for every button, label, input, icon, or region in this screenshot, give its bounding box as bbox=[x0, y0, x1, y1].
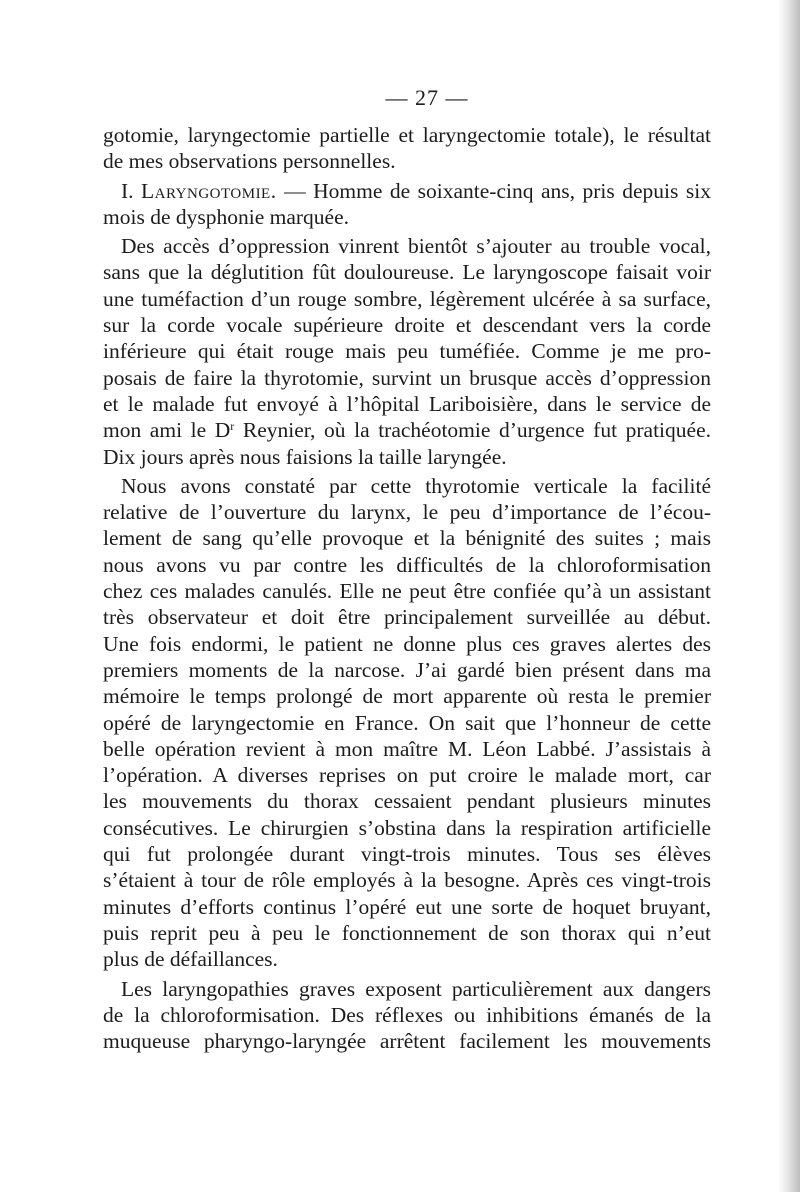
paragraph-4 bbox=[103, 473, 711, 973]
text-line: chez ces malades canulés. Elle ne peut être confiée qu’à un assistant bbox=[103, 579, 711, 604]
text-line: sur la corde vocale supérieure droite et descendant vers la corde bbox=[103, 313, 711, 338]
text-line: lement de sang qu’elle provoque et la bénignité des suites ; mais bbox=[103, 526, 711, 551]
paragraph-1 bbox=[103, 122, 711, 175]
text-line: Les laryngopathies graves exposent particulièrement aux dangers bbox=[121, 976, 711, 1001]
text-line: Nous avons constaté par cette thyrotomie verticale la facilité bbox=[121, 473, 711, 498]
text-line: posais de faire la thyrotomie, survint un brusque accès d’oppression bbox=[103, 365, 711, 390]
text-line: très observateur et doit être principalement surveillée au début. bbox=[103, 605, 711, 630]
text-line: minutes d’efforts continus l’opéré eut une sorte de hoquet bruyant, bbox=[103, 894, 711, 919]
text-line: muqueuse pharyngo-laryngée arrêtent facilement les mouvements bbox=[103, 1029, 711, 1054]
text-line: Dix jours après nous faisions la taille laryngée. bbox=[103, 444, 507, 469]
text-line: premiers moments de la narcose. J’ai gardé bien présent dans ma bbox=[103, 657, 711, 682]
text-line: consécutives. Le chirurgien s’obstina dans la respiration artificielle bbox=[103, 815, 711, 840]
text-line: de la chloroformisation. Des réflexes ou inhibitions émanés de la bbox=[103, 1002, 711, 1027]
text-line: de mes observations personnelles. bbox=[103, 149, 396, 174]
section-heading: Laryngotomie. bbox=[141, 178, 277, 203]
text-line-heading bbox=[103, 178, 711, 204]
text-line: opéré de laryngectomie en France. On sait que l’honneur de cette bbox=[103, 710, 711, 735]
text-line: qui fut prolongée durant vingt-trois minutes. Tous ses élèves bbox=[103, 842, 711, 867]
text-line: nous avons vu par contre les difficultés de la chloroformisation bbox=[103, 552, 711, 577]
paragraph-5 bbox=[103, 976, 711, 1055]
text-fragment: mon ami le D bbox=[103, 418, 231, 443]
book-page bbox=[103, 82, 711, 1057]
text-line: Des accès d’oppression vinrent bientôt s’ajouter au trouble vocal, bbox=[121, 234, 711, 259]
text-fragment: Reynier, où la trachéotomie d’urgence fut pratiquée. bbox=[234, 418, 711, 443]
text-line: l’opération. A diverses reprises on put croire le malade mort, car bbox=[103, 763, 711, 788]
text-line: gotomie, laryngectomie partielle et laryngectomie totale), le résultat bbox=[103, 123, 711, 147]
superscript: r bbox=[230, 419, 235, 434]
text-line: et le malade fut envoyé à l’hôpital Lariboisière, dans le service de bbox=[103, 391, 711, 416]
heading-text: Homme de soixante-cinq ans, pris depuis six bbox=[313, 178, 711, 203]
text-line: mois de dysphonie marquée. bbox=[103, 204, 350, 229]
heading-dash: — bbox=[276, 178, 314, 203]
text-line: puis reprit peu à peu le fonctionnement de son thorax qui n’eut bbox=[103, 920, 711, 945]
paragraph-3 bbox=[103, 233, 711, 470]
section-number: I. bbox=[121, 178, 142, 203]
text-line: mémoire le temps prolongé de mort apparente où resta le premier bbox=[103, 684, 711, 709]
text-line: belle opération revient à mon maître M. Léon Labbé. J’assistais à bbox=[103, 736, 711, 761]
paragraph-laryngotomie bbox=[103, 178, 711, 231]
text-line: relative de l’ouverture du larynx, le peu d’importance de l’écou- bbox=[103, 500, 711, 525]
text-line: s’étaient à tour de rôle employés à la besogne. Après ces vingt-trois bbox=[103, 868, 711, 893]
text-line: une tuméfaction d’un rouge sombre, légèrement ulcérée à sa surface, bbox=[103, 286, 711, 311]
text-line: les mouvements du thorax cessaient pendant plusieurs minutes bbox=[103, 789, 711, 814]
text-line-dr bbox=[103, 417, 711, 443]
text-line: inférieure qui était rouge mais peu tuméfiée. Comme je me pro- bbox=[103, 339, 711, 364]
text-line: plus de défaillances. bbox=[103, 947, 278, 972]
text-line: sans que la déglutition fût douloureuse. Le laryngoscope faisait voir bbox=[103, 260, 711, 285]
text-line: Une fois endormi, le patient ne donne plus ces graves alertes des bbox=[103, 631, 711, 656]
page-edge-shadow bbox=[778, 0, 800, 1192]
page-number: — 27 — bbox=[385, 85, 469, 110]
